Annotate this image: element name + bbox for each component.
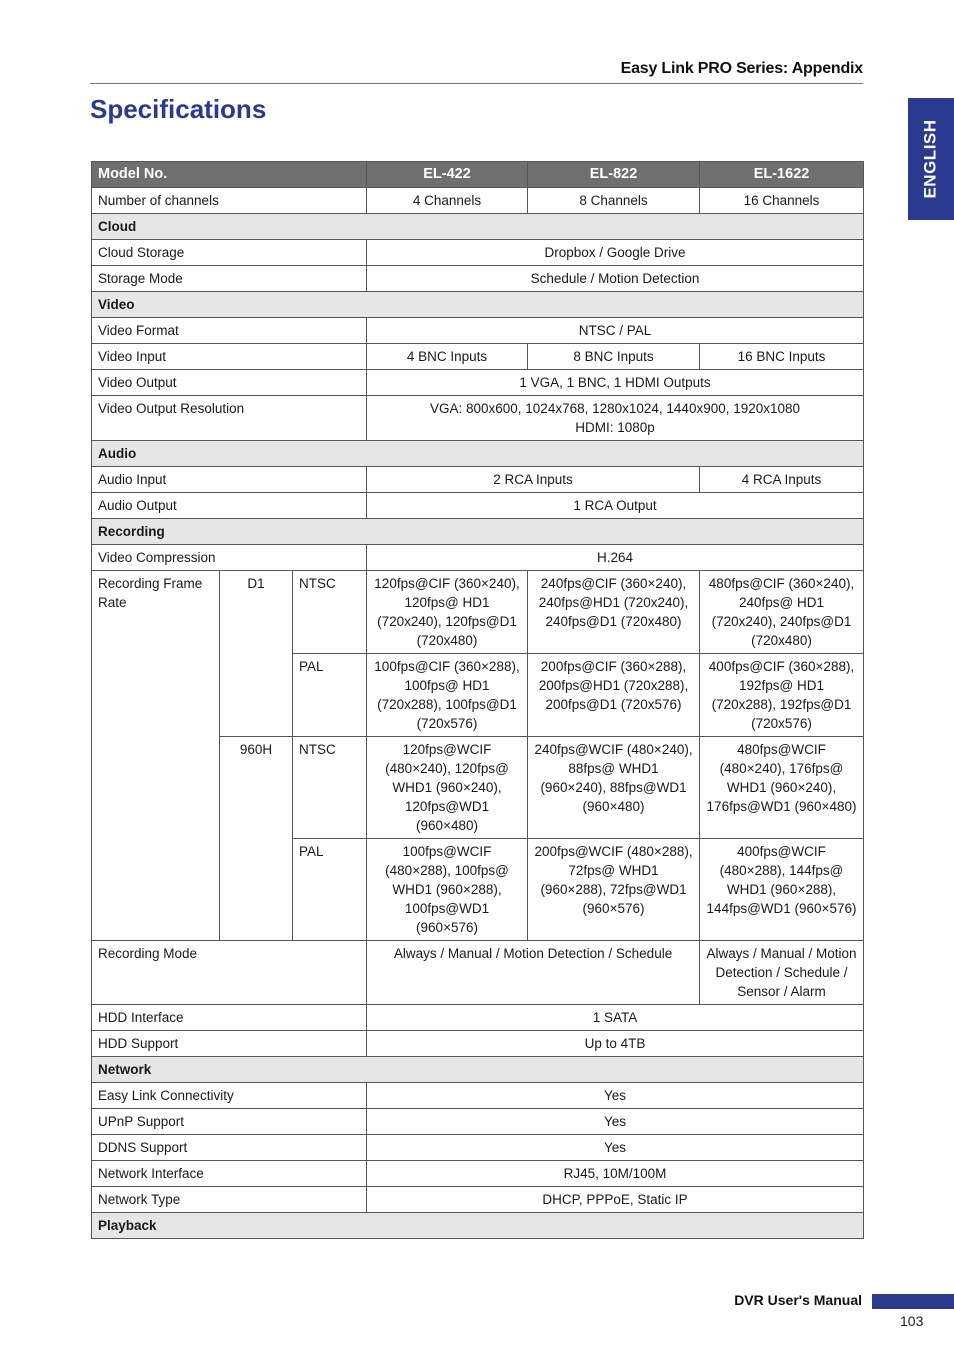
cell-value: Schedule / Motion Detection bbox=[367, 266, 864, 292]
standard-label: NTSC bbox=[293, 737, 367, 839]
cell-value: Yes bbox=[367, 1109, 864, 1135]
model-el-1622: EL-1622 bbox=[700, 162, 864, 188]
row-label: Storage Mode bbox=[92, 266, 367, 292]
table-row bbox=[92, 941, 864, 1005]
row-label: Video Compression bbox=[92, 545, 367, 571]
cell-value: 16 BNC Inputs bbox=[700, 344, 864, 370]
cell-value: Yes bbox=[367, 1135, 864, 1161]
spec-table bbox=[91, 161, 864, 1239]
row-label: Audio Output bbox=[92, 493, 367, 519]
language-tab bbox=[908, 98, 954, 220]
table-row bbox=[92, 188, 864, 214]
table-row bbox=[92, 318, 864, 344]
row-label: Video Output Resolution bbox=[92, 396, 367, 441]
table-row bbox=[92, 240, 864, 266]
row-label: Network Type bbox=[92, 1187, 367, 1213]
table-row bbox=[92, 396, 864, 441]
row-label: Number of channels bbox=[92, 188, 367, 214]
cell-value: 240fps@WCIF (480×240), 88fps@ WHD1 (960×240), 88fps@WD1 (960×480) bbox=[528, 737, 700, 839]
header-divider bbox=[90, 83, 863, 84]
table-row bbox=[92, 1031, 864, 1057]
model-label: Model No. bbox=[92, 162, 367, 188]
footer-accent-bar bbox=[872, 1294, 954, 1309]
cell-value: 4 RCA Inputs bbox=[700, 467, 864, 493]
section-row-recording bbox=[92, 519, 864, 545]
cell-value: 120fps@CIF (360×240), 120fps@ HD1 (720x240), 120fps@D1 (720x480) bbox=[367, 571, 528, 654]
model-header-row bbox=[92, 162, 864, 188]
cell-value: 1 SATA bbox=[367, 1005, 864, 1031]
cell-value: 400fps@WCIF (480×288), 144fps@ WHD1 (960×288), 144fps@WD1 (960×576) bbox=[700, 839, 864, 941]
row-label: Network Interface bbox=[92, 1161, 367, 1187]
cell-value: RJ45, 10M/100M bbox=[367, 1161, 864, 1187]
section-label: Video bbox=[92, 292, 864, 318]
section-row-cloud bbox=[92, 214, 864, 240]
row-label: Audio Input bbox=[92, 467, 367, 493]
table-row bbox=[92, 571, 864, 654]
section-row-audio bbox=[92, 441, 864, 467]
resolution-group-label: 960H bbox=[220, 737, 293, 941]
table-row bbox=[92, 1135, 864, 1161]
cell-value: 480fps@CIF (360×240), 240fps@ HD1 (720x240), 240fps@D1 (720x480) bbox=[700, 571, 864, 654]
cell-value: Dropbox / Google Drive bbox=[367, 240, 864, 266]
resolution-vga: VGA: 800x600, 1024x768, 1280x1024, 1440x900, 1920x1080 bbox=[429, 401, 801, 416]
section-label: Network bbox=[92, 1057, 864, 1083]
cell-value: 4 Channels bbox=[367, 188, 528, 214]
cell-value: 8 BNC Inputs bbox=[528, 344, 700, 370]
cell-value: DHCP, PPPoE, Static IP bbox=[367, 1187, 864, 1213]
cell-value: Yes bbox=[367, 1083, 864, 1109]
cell-value: 480fps@WCIF (480×240), 176fps@ WHD1 (960×240), 176fps@WD1 (960×480) bbox=[700, 737, 864, 839]
table-row bbox=[92, 1109, 864, 1135]
cell-value: 200fps@CIF (360×288), 200fps@HD1 (720x288), 200fps@D1 (720x576) bbox=[528, 654, 700, 737]
section-label: Recording bbox=[92, 519, 864, 545]
cell-value: 200fps@WCIF (480×288), 72fps@ WHD1 (960×288), 72fps@WD1 (960×576) bbox=[528, 839, 700, 941]
row-label: Easy Link Connectivity bbox=[92, 1083, 367, 1109]
row-label: HDD Support bbox=[92, 1031, 367, 1057]
table-row bbox=[92, 493, 864, 519]
standard-label: NTSC bbox=[293, 571, 367, 654]
cell-value: 16 Channels bbox=[700, 188, 864, 214]
table-row bbox=[92, 1187, 864, 1213]
table-row bbox=[92, 344, 864, 370]
row-label: DDNS Support bbox=[92, 1135, 367, 1161]
section-row-playback bbox=[92, 1213, 864, 1239]
cell-value: H.264 bbox=[367, 545, 864, 571]
footer-manual-label: DVR User's Manual bbox=[734, 1292, 862, 1308]
section-row-video bbox=[92, 292, 864, 318]
cell-value: 4 BNC Inputs bbox=[367, 344, 528, 370]
row-label: Video Format bbox=[92, 318, 367, 344]
cell-value bbox=[367, 396, 864, 441]
cell-value: 120fps@WCIF (480×240), 120fps@ WHD1 (960×240), 120fps@WD1 (960×480) bbox=[367, 737, 528, 839]
table-row bbox=[92, 1161, 864, 1187]
running-header: Easy Link PRO Series: Appendix bbox=[620, 60, 863, 77]
row-label: Recording Frame Rate bbox=[92, 571, 220, 941]
section-row-network bbox=[92, 1057, 864, 1083]
cell-value: 400fps@CIF (360×288), 192fps@ HD1 (720x288), 192fps@D1 (720x576) bbox=[700, 654, 864, 737]
row-label: Recording Mode bbox=[92, 941, 367, 1005]
cell-value: 1 VGA, 1 BNC, 1 HDMI Outputs bbox=[367, 370, 864, 396]
standard-label: PAL bbox=[293, 839, 367, 941]
table-row bbox=[92, 467, 864, 493]
page-title: Specifications bbox=[90, 94, 267, 124]
section-label: Playback bbox=[92, 1213, 864, 1239]
row-label: UPnP Support bbox=[92, 1109, 367, 1135]
resolution-group-label: D1 bbox=[220, 571, 293, 737]
cell-value: 240fps@CIF (360×240), 240fps@HD1 (720x240), 240fps@D1 (720x480) bbox=[528, 571, 700, 654]
standard-label: PAL bbox=[293, 654, 367, 737]
table-row bbox=[92, 370, 864, 396]
cell-value: 8 Channels bbox=[528, 188, 700, 214]
cell-value: Always / Manual / Motion Detection / Schedule / Sensor / Alarm bbox=[700, 941, 864, 1005]
row-label: Video Input bbox=[92, 344, 367, 370]
language-tab-label: ENGLISH bbox=[921, 119, 940, 199]
model-el-422: EL-422 bbox=[367, 162, 528, 188]
table-row bbox=[92, 545, 864, 571]
cell-value: 2 RCA Inputs bbox=[367, 467, 700, 493]
cell-value: 100fps@CIF (360×288), 100fps@ HD1 (720x288), 100fps@D1 (720x576) bbox=[367, 654, 528, 737]
cell-value: Always / Manual / Motion Detection / Schedule bbox=[367, 941, 700, 1005]
table-row bbox=[92, 1083, 864, 1109]
model-el-822: EL-822 bbox=[528, 162, 700, 188]
cell-value: Up to 4TB bbox=[367, 1031, 864, 1057]
table-row bbox=[92, 1005, 864, 1031]
table-row bbox=[92, 266, 864, 292]
cell-value: 1 RCA Output bbox=[367, 493, 864, 519]
cell-value: 100fps@WCIF (480×288), 100fps@ WHD1 (960×288), 100fps@WD1 (960×576) bbox=[367, 839, 528, 941]
section-label: Audio bbox=[92, 441, 864, 467]
row-label: HDD Interface bbox=[92, 1005, 367, 1031]
row-label: Video Output bbox=[92, 370, 367, 396]
resolution-hdmi: HDMI: 1080p bbox=[575, 420, 655, 435]
section-label: Cloud bbox=[92, 214, 864, 240]
row-label: Cloud Storage bbox=[92, 240, 367, 266]
cell-value: NTSC / PAL bbox=[367, 318, 864, 344]
page-number: 103 bbox=[900, 1313, 924, 1329]
